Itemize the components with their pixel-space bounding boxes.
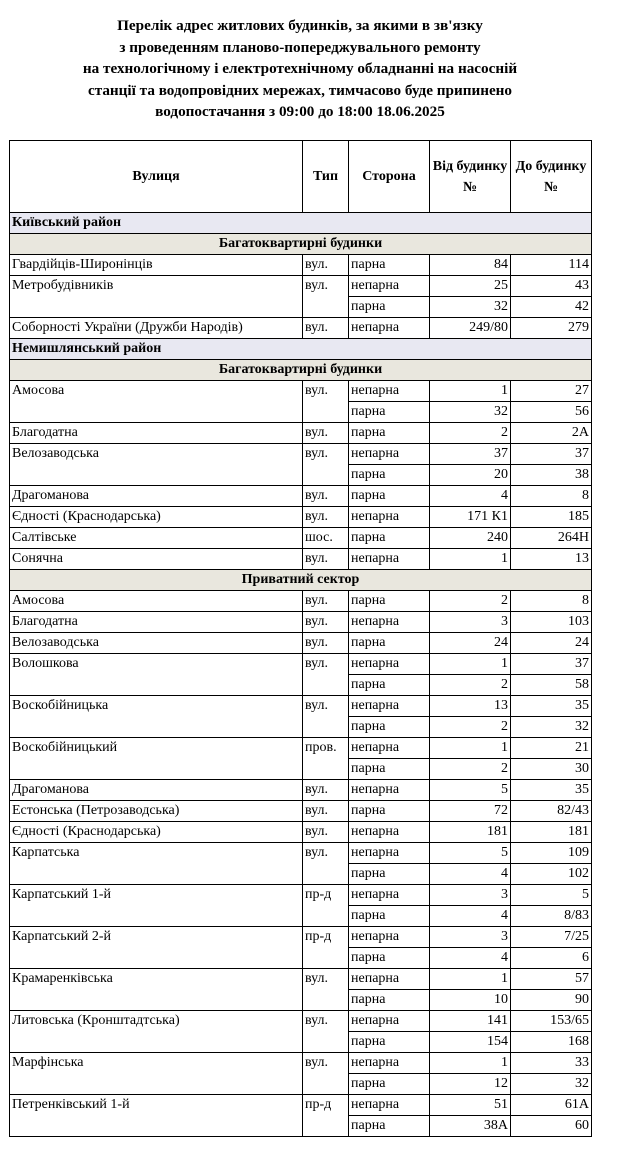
from-house-number: 25 <box>430 276 511 297</box>
street-type: вул. <box>303 780 349 801</box>
to-house-number: 61А <box>511 1095 592 1116</box>
table-row <box>10 1053 592 1074</box>
house-side: непарна <box>349 654 430 675</box>
street-type: вул. <box>303 612 349 633</box>
street-name: Драгоманова <box>10 780 303 801</box>
to-house-number: 181 <box>511 822 592 843</box>
street-type: вул. <box>303 801 349 822</box>
table-header-row <box>10 141 592 213</box>
from-house-number: 37 <box>430 444 511 465</box>
to-house-number: 38 <box>511 465 592 486</box>
house-side: парна <box>349 591 430 612</box>
street-name: Литовська (Кронштадтська) <box>10 1011 303 1053</box>
street-type: вул. <box>303 549 349 570</box>
water-outage-address-table <box>9 140 592 1137</box>
district-name: Київський район <box>10 213 592 234</box>
header-type: Тип <box>303 141 349 213</box>
from-house-number: 20 <box>430 465 511 486</box>
house-side: непарна <box>349 444 430 465</box>
street-name: Воскобійницький <box>10 738 303 780</box>
category-name: Багатоквартирні будинки <box>10 360 592 381</box>
to-house-number: 6 <box>511 948 592 969</box>
house-side: парна <box>349 990 430 1011</box>
table-row <box>10 612 592 633</box>
from-house-number: 154 <box>430 1032 511 1053</box>
to-house-number: 24 <box>511 633 592 654</box>
to-house-number: 37 <box>511 654 592 675</box>
house-side: парна <box>349 1074 430 1095</box>
house-side: парна <box>349 633 430 654</box>
table-row <box>10 654 592 675</box>
to-house-number: 33 <box>511 1053 592 1074</box>
street-type: вул. <box>303 969 349 1011</box>
table-row <box>10 1095 592 1116</box>
from-house-number: 2 <box>430 675 511 696</box>
street-type: вул. <box>303 255 349 276</box>
category-name: Багатоквартирні будинки <box>10 234 592 255</box>
to-house-number: 8 <box>511 591 592 612</box>
from-house-number: 3 <box>430 612 511 633</box>
house-side: парна <box>349 402 430 423</box>
from-house-number: 1 <box>430 654 511 675</box>
street-name: Петренківський 1-й <box>10 1095 303 1137</box>
street-name: Амосова <box>10 381 303 423</box>
table-row <box>10 885 592 906</box>
table-body <box>10 213 592 1137</box>
to-house-number: 279 <box>511 318 592 339</box>
to-house-number: 35 <box>511 696 592 717</box>
street-type: вул. <box>303 423 349 444</box>
house-side: непарна <box>349 927 430 948</box>
house-side: непарна <box>349 885 430 906</box>
street-name: Марфінська <box>10 1053 303 1095</box>
street-type: пров. <box>303 738 349 780</box>
house-side: парна <box>349 486 430 507</box>
title-line: на технологічному і електротехнічному обладнанні на насосній <box>82 60 518 78</box>
to-house-number: 35 <box>511 780 592 801</box>
from-house-number: 12 <box>430 1074 511 1095</box>
title-line: Перелік адрес житлових будинків, за якими в зв'язку <box>117 17 483 34</box>
house-side: непарна <box>349 822 430 843</box>
from-house-number: 2 <box>430 423 511 444</box>
street-type: вул. <box>303 633 349 654</box>
district-row <box>10 213 592 234</box>
table-row <box>10 423 592 444</box>
to-house-number: 153/65 <box>511 1011 592 1032</box>
from-house-number: 3 <box>430 927 511 948</box>
to-house-number: 21 <box>511 738 592 759</box>
street-name: Велозаводська <box>10 633 303 654</box>
from-house-number: 72 <box>430 801 511 822</box>
street-type: вул. <box>303 444 349 486</box>
from-house-number: 4 <box>430 906 511 927</box>
street-type: пр-д <box>303 927 349 969</box>
table-row <box>10 549 592 570</box>
table-row <box>10 738 592 759</box>
street-type: вул. <box>303 1011 349 1053</box>
street-name: Драгоманова <box>10 486 303 507</box>
street-name: Велозаводська <box>10 444 303 486</box>
from-house-number: 1 <box>430 738 511 759</box>
street-type: пр-д <box>303 885 349 927</box>
street-type: вул. <box>303 486 349 507</box>
street-name: Крамаренківська <box>10 969 303 1011</box>
district-name: Немишлянський район <box>10 339 592 360</box>
street-type: вул. <box>303 276 349 318</box>
street-name: Карпатський 2-й <box>10 927 303 969</box>
to-house-number: 32 <box>511 1074 592 1095</box>
to-house-number: 82/43 <box>511 801 592 822</box>
from-house-number: 1 <box>430 969 511 990</box>
to-house-number: 264Н <box>511 528 592 549</box>
table-row <box>10 696 592 717</box>
street-type: вул. <box>303 318 349 339</box>
to-house-number: 60 <box>511 1116 592 1137</box>
table-row <box>10 822 592 843</box>
table-row <box>10 780 592 801</box>
table-row <box>10 969 592 990</box>
to-house-number: 30 <box>511 759 592 780</box>
from-house-number: 24 <box>430 633 511 654</box>
to-house-number: 114 <box>511 255 592 276</box>
header-street: Вулиця <box>10 141 303 213</box>
header-to-house: До будинку № <box>511 141 592 213</box>
table-row <box>10 528 592 549</box>
house-side: парна <box>349 864 430 885</box>
house-side: парна <box>349 465 430 486</box>
from-house-number: 10 <box>430 990 511 1011</box>
from-house-number: 4 <box>430 948 511 969</box>
house-side: парна <box>349 675 430 696</box>
street-name: Естонська (Петрозаводська) <box>10 801 303 822</box>
district-row <box>10 339 592 360</box>
street-type: вул. <box>303 843 349 885</box>
from-house-number: 38А <box>430 1116 511 1137</box>
from-house-number: 13 <box>430 696 511 717</box>
to-house-number: 8 <box>511 486 592 507</box>
from-house-number: 84 <box>430 255 511 276</box>
from-house-number: 5 <box>430 780 511 801</box>
to-house-number: 13 <box>511 549 592 570</box>
to-house-number: 43 <box>511 276 592 297</box>
street-name: Воскобійницька <box>10 696 303 738</box>
house-side: непарна <box>349 549 430 570</box>
to-house-number: 8/83 <box>511 906 592 927</box>
street-type: вул. <box>303 654 349 696</box>
house-side: непарна <box>349 1011 430 1032</box>
street-type: шос. <box>303 528 349 549</box>
table-row <box>10 255 592 276</box>
from-house-number: 240 <box>430 528 511 549</box>
street-name: Єдності (Краснодарська) <box>10 507 303 528</box>
street-name: Карпатська <box>10 843 303 885</box>
from-house-number: 1 <box>430 381 511 402</box>
category-row <box>10 234 592 255</box>
street-name: Гвардійців-Широнінців <box>10 255 303 276</box>
street-type: пр-д <box>303 1095 349 1137</box>
table-row <box>10 1011 592 1032</box>
title-line: з проведенням планово-попереджувального ремонту <box>119 38 481 56</box>
table-row <box>10 633 592 654</box>
from-house-number: 5 <box>430 843 511 864</box>
to-house-number: 90 <box>511 990 592 1011</box>
to-house-number: 5 <box>511 885 592 906</box>
to-house-number: 42 <box>511 297 592 318</box>
table-row <box>10 444 592 465</box>
from-house-number: 4 <box>430 864 511 885</box>
category-name: Приватний сектор <box>10 570 592 591</box>
house-side: парна <box>349 801 430 822</box>
from-house-number: 4 <box>430 486 511 507</box>
street-name: Волошкова <box>10 654 303 696</box>
street-type: вул. <box>303 1053 349 1095</box>
table-row <box>10 843 592 864</box>
from-house-number: 1 <box>430 549 511 570</box>
street-name: Сонячна <box>10 549 303 570</box>
table-row <box>10 507 592 528</box>
street-name: Амосова <box>10 591 303 612</box>
to-house-number: 7/25 <box>511 927 592 948</box>
house-side: непарна <box>349 612 430 633</box>
from-house-number: 2 <box>430 591 511 612</box>
house-side: парна <box>349 528 430 549</box>
header-side: Сторона <box>349 141 430 213</box>
to-house-number: 27 <box>511 381 592 402</box>
street-type: вул. <box>303 381 349 423</box>
street-type: вул. <box>303 696 349 738</box>
house-side: непарна <box>349 1053 430 1074</box>
street-type: вул. <box>303 822 349 843</box>
house-side: непарна <box>349 969 430 990</box>
title-line: станції та водопровідних мережах, тимчасово буде припинено <box>87 81 513 99</box>
house-side: парна <box>349 255 430 276</box>
table-row <box>10 801 592 822</box>
from-house-number: 32 <box>430 297 511 318</box>
house-side: парна <box>349 717 430 738</box>
table-row <box>10 486 592 507</box>
house-side: непарна <box>349 318 430 339</box>
street-name: Благодатна <box>10 423 303 444</box>
house-side: непарна <box>349 276 430 297</box>
house-side: непарна <box>349 1095 430 1116</box>
to-house-number: 32 <box>511 717 592 738</box>
house-side: непарна <box>349 780 430 801</box>
to-house-number: 2А <box>511 423 592 444</box>
house-side: непарна <box>349 843 430 864</box>
to-house-number: 58 <box>511 675 592 696</box>
street-type: вул. <box>303 591 349 612</box>
category-row <box>10 360 592 381</box>
to-house-number: 102 <box>511 864 592 885</box>
from-house-number: 3 <box>430 885 511 906</box>
house-side: парна <box>349 423 430 444</box>
from-house-number: 2 <box>430 717 511 738</box>
house-side: непарна <box>349 738 430 759</box>
from-house-number: 249/80 <box>430 318 511 339</box>
table-row <box>10 591 592 612</box>
table-row <box>10 276 592 297</box>
to-house-number: 109 <box>511 843 592 864</box>
from-house-number: 141 <box>430 1011 511 1032</box>
table-row <box>10 318 592 339</box>
to-house-number: 168 <box>511 1032 592 1053</box>
from-house-number: 51 <box>430 1095 511 1116</box>
house-side: парна <box>349 297 430 318</box>
to-house-number: 185 <box>511 507 592 528</box>
house-side: парна <box>349 948 430 969</box>
street-name: Метробудівників <box>10 276 303 318</box>
street-name: Єдності (Краснодарська) <box>10 822 303 843</box>
to-house-number: 37 <box>511 444 592 465</box>
to-house-number: 103 <box>511 612 592 633</box>
title-line: водопостачання з 09:00 до 18:00 18.06.2025 <box>155 103 445 121</box>
house-side: парна <box>349 906 430 927</box>
category-row <box>10 570 592 591</box>
house-side: парна <box>349 1116 430 1137</box>
to-house-number: 56 <box>511 402 592 423</box>
table-row <box>10 381 592 402</box>
street-name: Соборності України (Дружби Народів) <box>10 318 303 339</box>
house-side: непарна <box>349 696 430 717</box>
street-name: Благодатна <box>10 612 303 633</box>
header-from-house: Від будинку № <box>430 141 511 213</box>
house-side: непарна <box>349 381 430 402</box>
house-side: парна <box>349 1032 430 1053</box>
to-house-number: 57 <box>511 969 592 990</box>
table-row <box>10 927 592 948</box>
from-house-number: 1 <box>430 1053 511 1074</box>
street-name: Салтівське <box>10 528 303 549</box>
house-side: непарна <box>349 507 430 528</box>
street-type: вул. <box>303 507 349 528</box>
from-house-number: 32 <box>430 402 511 423</box>
from-house-number: 171 К1 <box>430 507 511 528</box>
document-title <box>0 15 600 123</box>
from-house-number: 181 <box>430 822 511 843</box>
from-house-number: 2 <box>430 759 511 780</box>
house-side: парна <box>349 759 430 780</box>
street-name: Карпатський 1-й <box>10 885 303 927</box>
